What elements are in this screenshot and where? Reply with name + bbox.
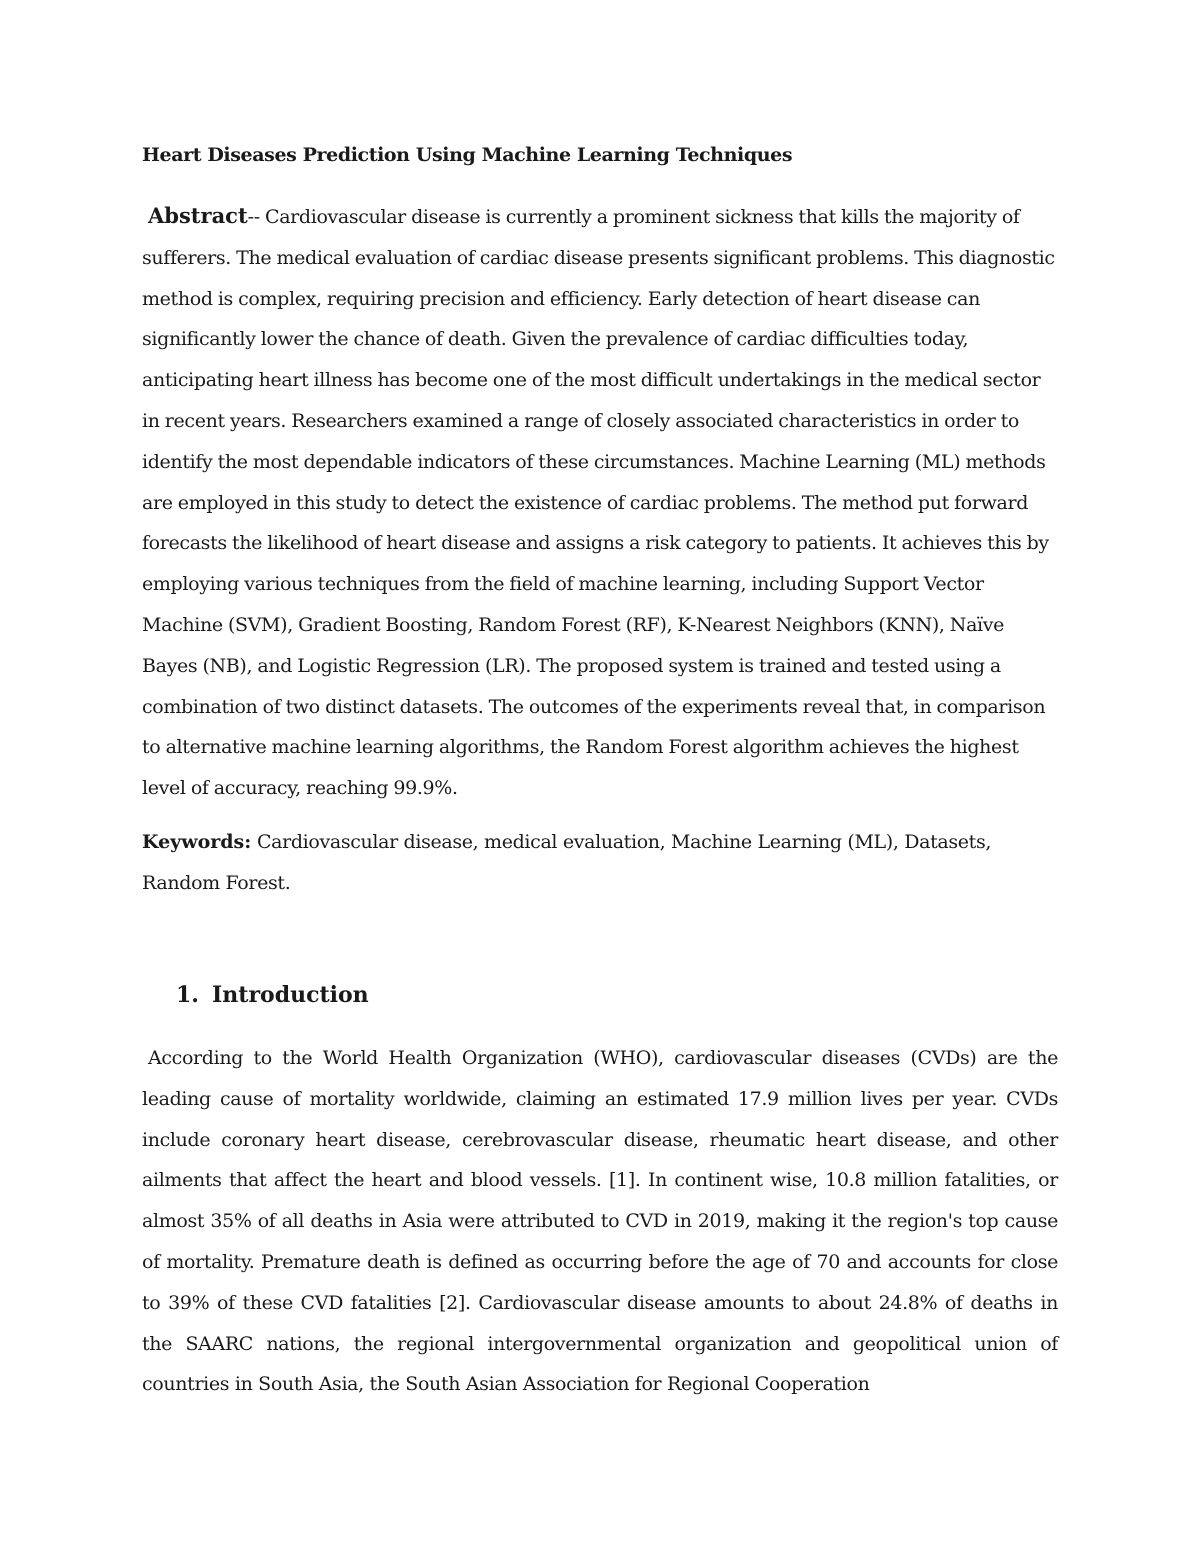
abstract-text: Cardiovascular disease is currently a prominent sickness that kills the majority of sufferers. The medical evaluation of cardiac disease presents significant problems. This diagnostic method is complex, requiring precision and efficiency. Early detection of heart disease can significantly lower the chance of death. Given the prevalence of cardiac difficulties today, anticipating heart illness has become one of the most difficult undertakings in the medical sector in recent years. Researchers examined a range of closely associated characteristics in order to identify the most dependable indicators of these circumstances. Machine Learning (ML) methods are employed in this study to detect the existence of cardiac problems. The method put forward forecasts the likelihood of heart disease and assigns a risk category to patients. It achieves this by employing various techniques from the field of machine learning, including Support Vector Machine (SVM), Gradient Boosting, Random Forest (RF), K-Nearest Neighbors (KNN), Naïve Bayes (NB), and Logistic Regression (LR). The proposed system is trained and tested using a combination of two distinct datasets. The outcomes of the experiments reveal that, in comparison to alternative machine learning algorithms, the Random Forest algorithm achieves the highest level of accuracy, reaching 99.9%.: [142, 206, 1055, 800]
section-number: 1.: [176, 982, 199, 1008]
abstract-paragraph: [142, 196, 1062, 809]
abstract-separator: --: [247, 206, 266, 228]
keywords-paragraph: [142, 822, 1062, 904]
keywords-label: Keywords:: [142, 831, 252, 853]
introduction-text: According to the World Health Organization (WHO), cardiovascular diseases (CVDs) are the leading cause of mortality worldwide, claiming an estimated 17.9 million lives per year. CVDs include coronary heart disease, cerebrovascular disease, rheumatic heart disease, and other ailments that affect the heart and blood vessels. [1]. In continent wise, 10.8 million fatalities, or almost 35% of all deaths in Asia were attributed to CVD in 2019, making it the region's top cause of mortality. Premature death is defined as occurring before the age of 70 and accounts for close to 39% of these CVD fatalities [2]. Cardiovascular disease amounts to about 24.8% of deaths in the SAARC nations, the regional intergovernmental organization and geopolitical union of countries in South Asia, the South Asian Association for Regional Cooperation: [142, 1047, 1058, 1396]
section-heading-introduction: [176, 982, 369, 1008]
section-title: Introduction: [212, 982, 369, 1008]
introduction-paragraph: [142, 1038, 1058, 1405]
keywords-text: Cardiovascular disease, medical evaluation, Machine Learning (ML), Datasets, Random Forest.: [142, 831, 992, 894]
abstract-label: Abstract: [148, 203, 248, 228]
paper-title: Heart Diseases Prediction Using Machine Learning Techniques: [142, 144, 793, 166]
